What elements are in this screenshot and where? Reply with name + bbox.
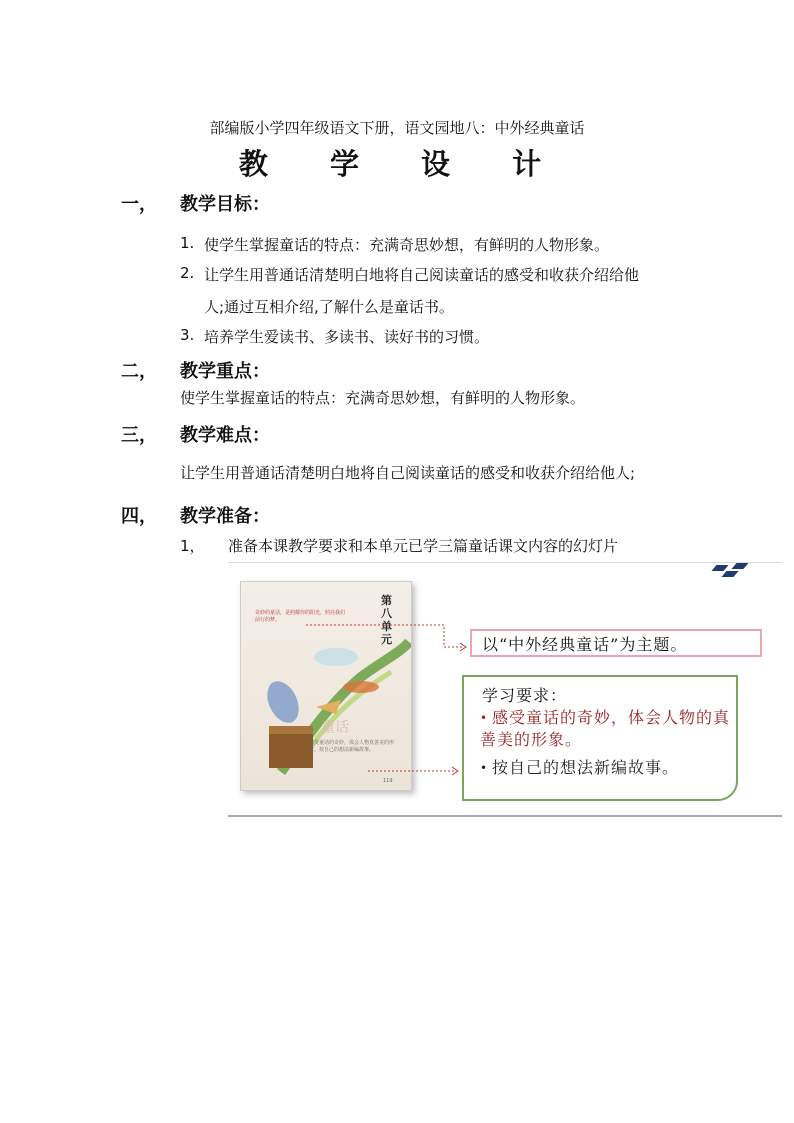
key-point-text: 使学生掌握童话的特点：充满奇思妙想，有鲜明的人物形象。 (180, 389, 586, 407)
book-ink-text: 童话 (321, 721, 349, 736)
bullet-icon: • (480, 761, 489, 775)
goal-text-continued: 人;通过互相介绍,了解什么是童话书。 (204, 298, 454, 316)
goal-number: 3. (180, 326, 195, 344)
book-unit-label: 第八单元 (381, 594, 392, 646)
section-title: 教学目标： (180, 194, 270, 215)
slide-screenshot (228, 562, 782, 817)
section-number: 四， (121, 506, 157, 527)
book-page-number: 119 (383, 778, 393, 784)
fairy-tale-illustration (241, 582, 411, 790)
section-title: 教学准备： (180, 506, 270, 527)
bullet-icon: • (480, 711, 489, 725)
section-title: 教学难点： (180, 425, 270, 446)
difficulty-text: 让学生用普通话清楚明白地将自己阅读童话的感受和收获介绍给他人; (180, 464, 636, 482)
theme-box: 以“中外经典童话”为主题。 (470, 629, 762, 657)
slide-corner-decoration (731, 563, 748, 569)
section-number: 一， (121, 194, 157, 215)
goal-text: 使学生掌握童话的特点：充满奇思妙想，有鲜明的人物形象。 (204, 236, 610, 254)
section-number: 二， (121, 361, 157, 382)
document-title: 教 学 设 计 (238, 147, 568, 181)
prep-number: 1， (180, 537, 205, 555)
section-number: 三， (121, 425, 157, 446)
textbook-page-image (240, 581, 412, 791)
goal-number: 1. (180, 234, 195, 252)
book-quote: 奇妙的童话，是照耀你的阳光，照亮我们前行的梦。 (255, 610, 346, 623)
goal-text: 让学生用普通话清楚明白地将自己阅读童话的感受和收获介绍给他 (204, 266, 640, 284)
slide-corner-decoration (721, 571, 738, 577)
section-title: 教学重点： (180, 361, 270, 382)
document-subtitle: 部编版小学四年级语文下册，语文园地八：中外经典童话 (209, 119, 585, 137)
requirements-title: 学习要求： (482, 686, 568, 705)
prep-text: 准备本课教学要求和本单元已学三篇童话课文内容的幻灯片 (228, 537, 619, 555)
requirement-item: • 感受童话的奇妙，体会人物的真善美的形象。 (480, 708, 731, 749)
goal-text: 培养学生爱读书、多读书、读好书的习惯。 (204, 328, 490, 346)
requirement-item: • 按自己的想法新编故事。 (480, 758, 680, 777)
book-goals: 感受童话的奇妙，体会人物真善美的形象。按自己的想法新编故事。 (309, 740, 395, 753)
requirements-box (462, 675, 738, 801)
goal-number: 2. (180, 264, 195, 282)
